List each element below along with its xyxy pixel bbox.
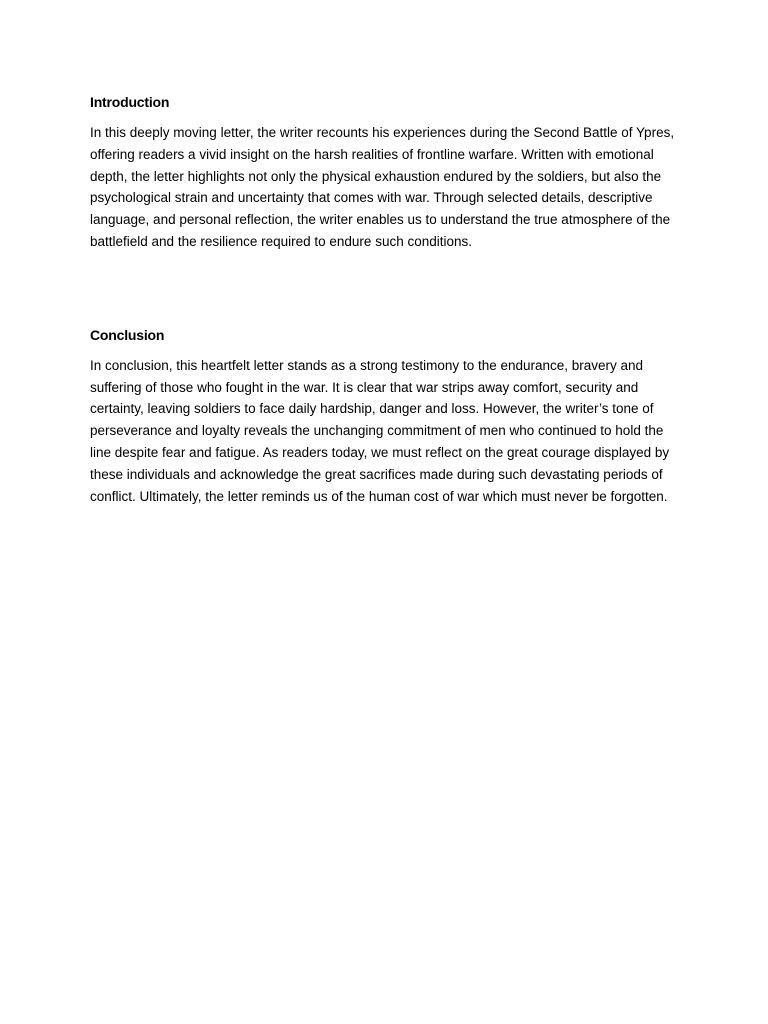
document-page xyxy=(90,92,680,507)
conclusion-section xyxy=(90,325,680,508)
introduction-section xyxy=(90,92,680,253)
conclusion-heading: Conclusion xyxy=(90,326,165,343)
introduction-paragraph: In this deeply moving letter, the writer recounts his experiences during the Second Battle of Ypres, offering readers a vivid insight on the harsh realities of frontline warfare. Written with emotional depth, the letter highlights not only the physical exhaustion endured by the soldiers, but also the psychological strain and uncertainty that comes with war. Through selected details, descriptive language, and personal reflection, the writer enables us to understand the true atmosphere of the battlefield and the resilience required to endure such conditions. xyxy=(90,125,675,249)
conclusion-paragraph: In conclusion, this heartfelt letter stands as a strong testimony to the endurance, bravery and suffering of those who fought in the war. It is clear that war strips away comfort, security and certainty, leaving soldiers to face daily hardship, danger and loss. However, the writer’s tone of perseverance and loyalty reveals the unchanging commitment of men who continued to hold the line despite fear and fatigue. As readers today, we must reflect on the great courage displayed by these individuals and acknowledge the great sacrifices made during such devastating periods of conflict. Ultimately, the letter reminds us of the human cost of war which must never be forgotten. xyxy=(90,357,670,504)
introduction-heading: Introduction xyxy=(90,94,170,110)
